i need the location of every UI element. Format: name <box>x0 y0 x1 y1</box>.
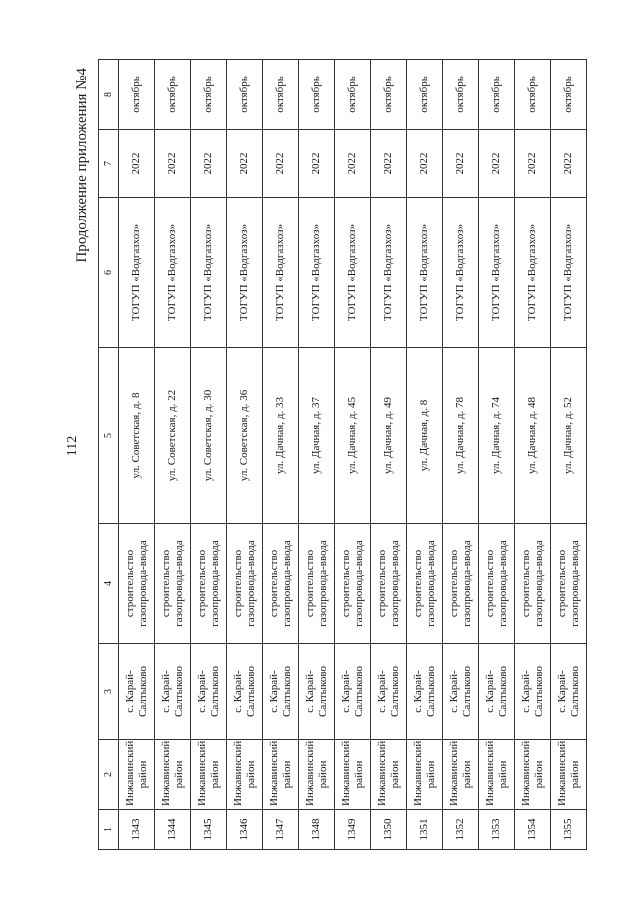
cell-year: 2022 <box>515 130 551 198</box>
cell-district: Инжавинский район <box>443 740 479 810</box>
table-row <box>479 60 515 850</box>
cell-settlement: с. Карай-Салтыково <box>263 644 299 740</box>
cell-row-number: 1346 <box>227 810 263 850</box>
cell-settlement: с. Карай-Салтыково <box>443 644 479 740</box>
cell-settlement: с. Карай-Салтыково <box>371 644 407 740</box>
cell-year: 2022 <box>227 130 263 198</box>
cell-row-number: 1353 <box>479 810 515 850</box>
cell-settlement: с. Карай-Салтыково <box>119 644 155 740</box>
cell-address: ул. Дачная, д. 52 <box>551 348 587 524</box>
table-row <box>443 60 479 850</box>
cell-month: октябрь <box>119 60 155 130</box>
cell-contractor: ТОГУП «Водгазхоз» <box>263 198 299 348</box>
cell-year: 2022 <box>155 130 191 198</box>
cell-work-type: строительство газопровода-ввода <box>119 524 155 644</box>
cell-year: 2022 <box>299 130 335 198</box>
cell-year: 2022 <box>119 130 155 198</box>
cell-district: Инжавинский район <box>299 740 335 810</box>
cell-year: 2022 <box>443 130 479 198</box>
cell-contractor: ТОГУП «Водгазхоз» <box>227 198 263 348</box>
cell-address: ул. Дачная, д. 74 <box>479 348 515 524</box>
cell-work-type: строительство газопровода-ввода <box>227 524 263 644</box>
cell-year: 2022 <box>335 130 371 198</box>
table-body <box>119 60 587 850</box>
cell-row-number: 1351 <box>407 810 443 850</box>
cell-row-number: 1344 <box>155 810 191 850</box>
cell-work-type: строительство газопровода-ввода <box>515 524 551 644</box>
cell-row-number: 1345 <box>191 810 227 850</box>
column-header-6: 6 <box>99 198 119 348</box>
table-row <box>227 60 263 850</box>
cell-work-type: строительство газопровода-ввода <box>443 524 479 644</box>
cell-month: октябрь <box>299 60 335 130</box>
cell-year: 2022 <box>371 130 407 198</box>
cell-contractor: ТОГУП «Водгазхоз» <box>119 198 155 348</box>
cell-row-number: 1354 <box>515 810 551 850</box>
cell-district: Инжавинский район <box>227 740 263 810</box>
cell-contractor: ТОГУП «Водгазхоз» <box>551 198 587 348</box>
cell-address: ул. Дачная, д. 8 <box>407 348 443 524</box>
cell-work-type: строительство газопровода-ввода <box>551 524 587 644</box>
table-row <box>119 60 155 850</box>
cell-contractor: ТОГУП «Водгазхоз» <box>299 198 335 348</box>
cell-month: октябрь <box>515 60 551 130</box>
cell-month: октябрь <box>155 60 191 130</box>
cell-year: 2022 <box>407 130 443 198</box>
cell-contractor: ТОГУП «Водгазхоз» <box>155 198 191 348</box>
cell-month: октябрь <box>335 60 371 130</box>
cell-address: ул. Советская, д. 30 <box>191 348 227 524</box>
cell-address: ул. Дачная, д. 78 <box>443 348 479 524</box>
cell-row-number: 1355 <box>551 810 587 850</box>
cell-address: ул. Советская, д. 8 <box>119 348 155 524</box>
cell-address: ул. Дачная, д. 49 <box>371 348 407 524</box>
cell-district: Инжавинский район <box>407 740 443 810</box>
cell-settlement: с. Карай-Салтыково <box>227 644 263 740</box>
cell-work-type: строительство газопровода-ввода <box>191 524 227 644</box>
cell-month: октябрь <box>263 60 299 130</box>
cell-address: ул. Дачная, д. 45 <box>335 348 371 524</box>
cell-year: 2022 <box>479 130 515 198</box>
cell-work-type: строительство газопровода-ввода <box>371 524 407 644</box>
page-number: 112 <box>65 435 80 457</box>
cell-month: октябрь <box>191 60 227 130</box>
cell-month: октябрь <box>407 60 443 130</box>
table-row <box>371 60 407 850</box>
cell-work-type: строительство газопровода-ввода <box>479 524 515 644</box>
cell-work-type: строительство газопровода-ввода <box>155 524 191 644</box>
data-table <box>98 59 587 850</box>
cell-district: Инжавинский район <box>155 740 191 810</box>
table-row <box>407 60 443 850</box>
header-row <box>99 60 119 850</box>
cell-contractor: ТОГУП «Водгазхоз» <box>479 198 515 348</box>
table-row <box>515 60 551 850</box>
cell-row-number: 1343 <box>119 810 155 850</box>
cell-settlement: с. Карай-Салтыково <box>335 644 371 740</box>
cell-settlement: с. Карай-Салтыково <box>299 644 335 740</box>
cell-district: Инжавинский район <box>515 740 551 810</box>
column-header-3: 3 <box>99 644 119 740</box>
cell-district: Инжавинский район <box>263 740 299 810</box>
rotated-table-block <box>74 60 584 850</box>
column-header-5: 5 <box>99 348 119 524</box>
table-row <box>191 60 227 850</box>
cell-row-number: 1349 <box>335 810 371 850</box>
column-header-8: 8 <box>99 60 119 130</box>
cell-settlement: с. Карай-Салтыково <box>155 644 191 740</box>
cell-year: 2022 <box>551 130 587 198</box>
cell-month: октябрь <box>227 60 263 130</box>
cell-district: Инжавинский район <box>479 740 515 810</box>
cell-contractor: ТОГУП «Водгазхоз» <box>371 198 407 348</box>
cell-address: ул. Дачная, д. 48 <box>515 348 551 524</box>
table-row <box>155 60 191 850</box>
cell-work-type: строительство газопровода-ввода <box>263 524 299 644</box>
table-row <box>335 60 371 850</box>
cell-contractor: ТОГУП «Водгазхоз» <box>335 198 371 348</box>
cell-row-number: 1348 <box>299 810 335 850</box>
cell-row-number: 1347 <box>263 810 299 850</box>
cell-district: Инжавинский район <box>551 740 587 810</box>
cell-contractor: ТОГУП «Водгазхоз» <box>407 198 443 348</box>
cell-settlement: с. Карай-Салтыково <box>407 644 443 740</box>
cell-settlement: с. Карай-Салтыково <box>551 644 587 740</box>
cell-address: ул. Дачная, д. 33 <box>263 348 299 524</box>
cell-work-type: строительство газопровода-ввода <box>335 524 371 644</box>
cell-district: Инжавинский район <box>371 740 407 810</box>
cell-month: октябрь <box>371 60 407 130</box>
cell-contractor: ТОГУП «Водгазхоз» <box>515 198 551 348</box>
cell-row-number: 1352 <box>443 810 479 850</box>
table-header <box>99 60 119 850</box>
cell-address: ул. Советская, д. 36 <box>227 348 263 524</box>
cell-year: 2022 <box>191 130 227 198</box>
cell-contractor: ТОГУП «Водгазхоз» <box>443 198 479 348</box>
cell-address: ул. Советская, д. 22 <box>155 348 191 524</box>
cell-settlement: с. Карай-Салтыково <box>515 644 551 740</box>
cell-work-type: строительство газопровода-ввода <box>299 524 335 644</box>
column-header-1: 1 <box>99 810 119 850</box>
appendix-title: Продолжение приложения №4 <box>74 68 90 263</box>
column-header-2: 2 <box>99 740 119 810</box>
table-row <box>551 60 587 850</box>
table-row <box>263 60 299 850</box>
cell-district: Инжавинский район <box>191 740 227 810</box>
cell-contractor: ТОГУП «Водгазхоз» <box>191 198 227 348</box>
cell-month: октябрь <box>551 60 587 130</box>
cell-month: октябрь <box>479 60 515 130</box>
cell-address: ул. Дачная, д. 37 <box>299 348 335 524</box>
cell-settlement: с. Карай-Салтыково <box>191 644 227 740</box>
cell-district: Инжавинский район <box>335 740 371 810</box>
column-header-4: 4 <box>99 524 119 644</box>
column-header-7: 7 <box>99 130 119 198</box>
cell-row-number: 1350 <box>371 810 407 850</box>
table-row <box>299 60 335 850</box>
cell-month: октябрь <box>443 60 479 130</box>
cell-settlement: с. Карай-Салтыково <box>479 644 515 740</box>
cell-work-type: строительство газопровода-ввода <box>407 524 443 644</box>
cell-year: 2022 <box>263 130 299 198</box>
cell-district: Инжавинский район <box>119 740 155 810</box>
